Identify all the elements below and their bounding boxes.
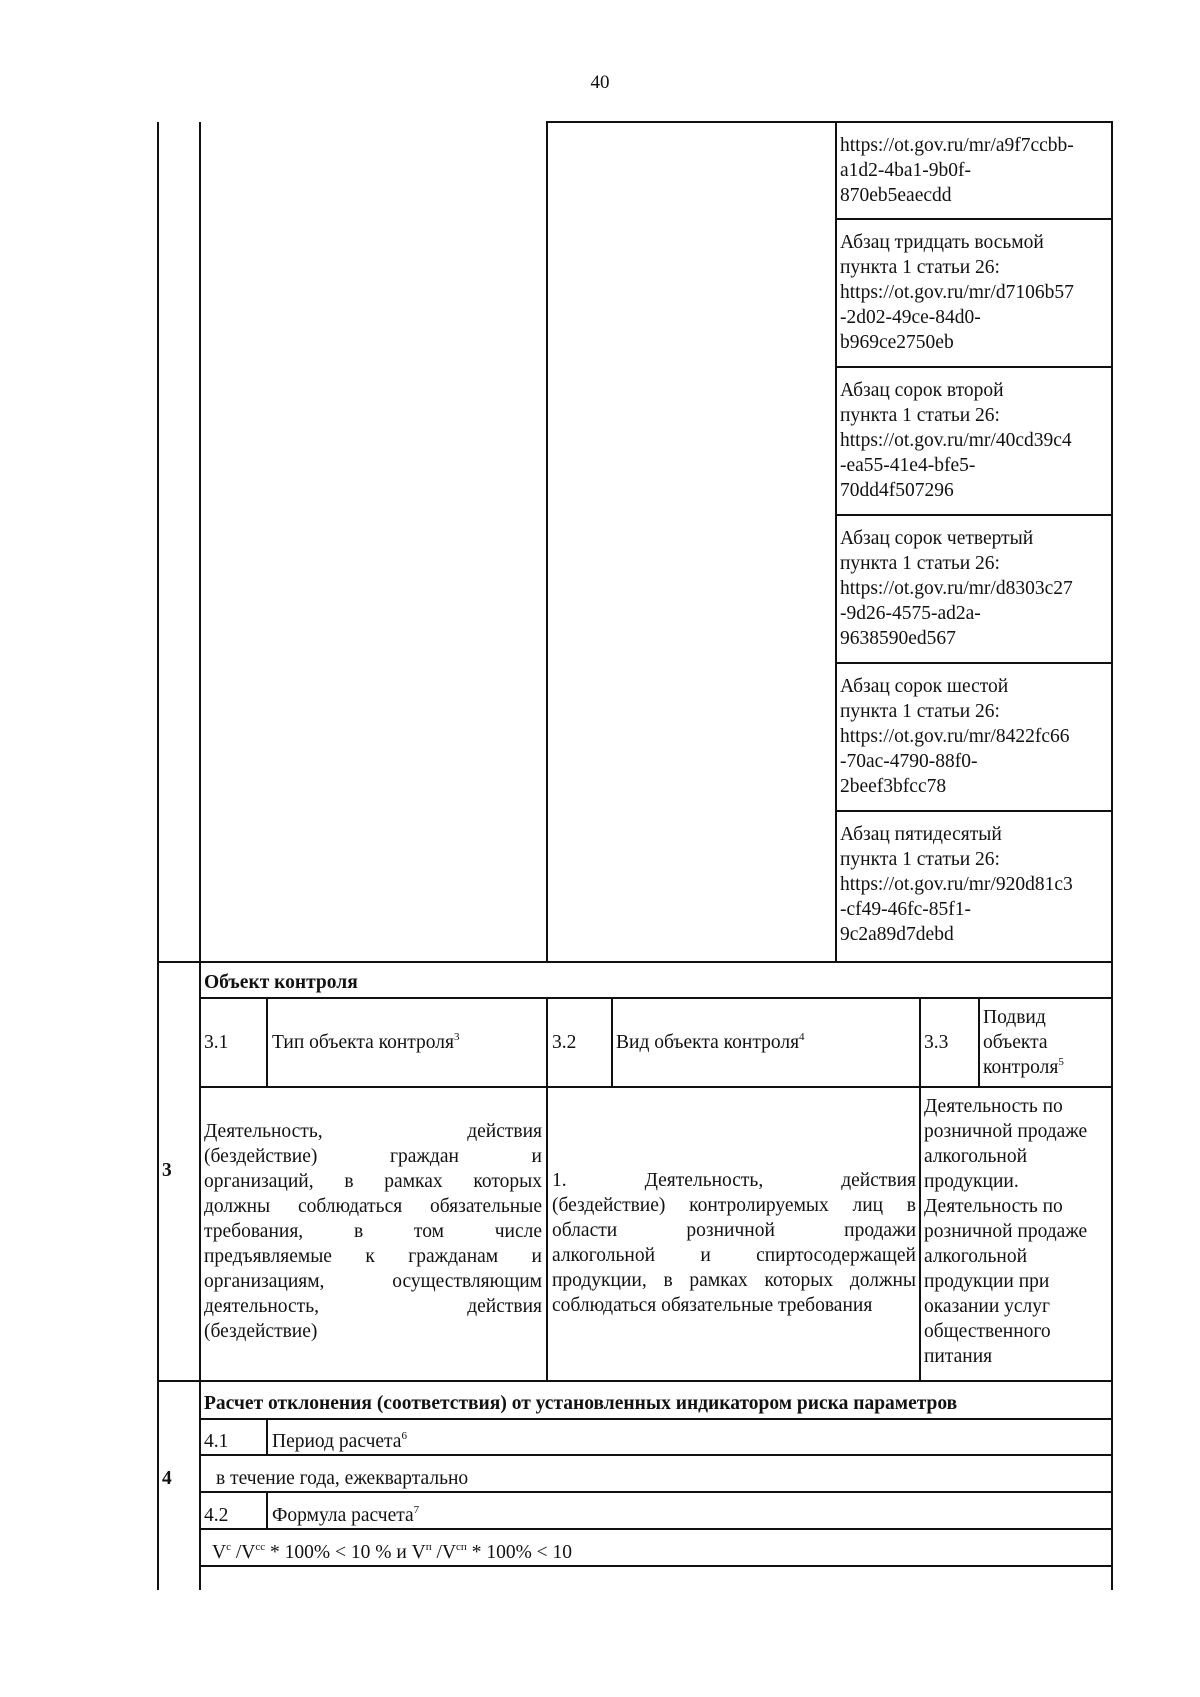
object-type-line: деятельность, действия xyxy=(204,1296,542,1317)
formula-part: /V xyxy=(431,1542,457,1563)
right-border-lower xyxy=(1111,961,1113,1590)
object-subkind-line: розничной продаже xyxy=(924,1121,1088,1142)
formula-sup: сп xyxy=(456,1541,467,1553)
object-kind-text xyxy=(552,1168,916,1318)
object-subkind-line: Деятельность по xyxy=(924,1096,1063,1117)
link-cell-5 xyxy=(840,674,1110,799)
row-42-bottom xyxy=(199,1528,1113,1530)
col-32-num: 3.2 xyxy=(552,1032,577,1053)
row-41-footnote: 6 xyxy=(401,1430,407,1442)
link-cell-6-line: пункта 1 статьи 26: xyxy=(840,849,1000,870)
col-33-divider-a xyxy=(919,997,921,1381)
object-subkind-line: продукции при xyxy=(924,1271,1050,1292)
section3-header-divider xyxy=(199,997,1113,999)
row-42-divider xyxy=(266,1491,268,1529)
link-cell-6-line: 9c2a89d7debd xyxy=(840,924,954,945)
link-cell-4-line: 9638590ed567 xyxy=(840,628,956,649)
formula-part: * 100% < 10 xyxy=(466,1542,573,1563)
col-31-label-text: Тип объекта контроля xyxy=(272,1032,454,1053)
formula-part: V xyxy=(212,1542,227,1563)
section3-title: Объект контроля xyxy=(204,972,358,993)
formula-part: * 100% < 10 % и V xyxy=(265,1542,426,1563)
col-32-label-text: Вид объекта контроля xyxy=(616,1032,800,1053)
object-subkind-line: питания xyxy=(924,1346,993,1367)
row-42-label-text: Формула расчета xyxy=(272,1505,414,1526)
link-cell-4-line: пункта 1 статьи 26: xyxy=(840,553,1000,574)
object-subkind-line: продукции. xyxy=(924,1171,1019,1192)
object-type-line: предъявляемые к гражданам и xyxy=(204,1246,542,1267)
link-cell-3-line: пункта 1 статьи 26: xyxy=(840,405,1000,426)
link-cell-2-line: https://ot.gov.ru/mr/d7106b57 xyxy=(840,282,1074,303)
object-subkind-line: алкогольной xyxy=(924,1146,1028,1167)
section4-title: Расчет отклонения (соответствия) от установленных индикатором риска параметров xyxy=(204,1393,958,1414)
section3-number: 3 xyxy=(162,1160,172,1181)
col-33-divider-b xyxy=(978,997,980,1087)
link-cell-1-line: a1d2-4ba1-9b0f- xyxy=(840,160,972,181)
object-subkind-line: общественного xyxy=(924,1321,1051,1342)
object-kind-line: алкогольной и спиртосодержащей xyxy=(552,1245,916,1266)
section3-top-border xyxy=(157,961,1113,963)
col-33-num: 3.3 xyxy=(924,1032,949,1053)
object-subkind-text xyxy=(924,1094,1110,1369)
object-kind-line: 1. Деятельность, действия xyxy=(552,1170,916,1191)
section4-title-bottom xyxy=(199,1418,1113,1420)
object-subkind-line: розничной продаже xyxy=(924,1221,1088,1242)
object-type-line: Деятельность, действия xyxy=(204,1121,542,1142)
object-kind-line: соблюдаться обязательные требования xyxy=(552,1295,873,1316)
col-32-divider-a xyxy=(546,997,548,1381)
link-cell-6-line: https://ot.gov.ru/mr/920d81c3 xyxy=(840,874,1073,895)
col-33-footnote: 5 xyxy=(1058,1056,1064,1068)
formula-sup: п xyxy=(425,1541,432,1553)
object-type-line: (бездействие) xyxy=(204,1321,318,1342)
formula-sup: сс xyxy=(255,1541,266,1553)
link-cell-1-line: https://ot.gov.ru/mr/a9f7ccbb- xyxy=(840,135,1074,156)
col-33-label xyxy=(983,1005,1064,1080)
link-cell-2-line: b969ce2750eb xyxy=(840,332,954,353)
row-41-label xyxy=(272,1429,407,1454)
right-border-upper xyxy=(1111,122,1113,962)
left-outer-border xyxy=(157,122,159,1590)
table-bottom xyxy=(199,1565,1113,1567)
section4-top-border xyxy=(157,1380,1113,1382)
left-inner-border xyxy=(199,122,201,1590)
formula xyxy=(212,1540,572,1565)
object-kind-line: (бездействие) контролируемых лиц в xyxy=(552,1195,916,1216)
link-sep-3 xyxy=(835,514,1113,516)
top-border xyxy=(546,121,1113,123)
object-type-line: требования, в том числе xyxy=(204,1221,542,1242)
link-cell-4-line: https://ot.gov.ru/mr/d8303c27 xyxy=(840,578,1073,599)
link-cell-5-line: -70ac-4790-88f0- xyxy=(840,751,978,772)
object-subkind-line: алкогольной xyxy=(924,1246,1028,1267)
col-32-divider-b xyxy=(611,997,613,1087)
link-sep-2 xyxy=(835,366,1113,368)
page-number: 40 xyxy=(590,72,610,93)
object-kind-line: продукции, в рамках которых должны xyxy=(552,1270,916,1291)
section3-colheader-bottom xyxy=(199,1086,1113,1088)
object-type-text xyxy=(204,1119,542,1344)
col-31-divider xyxy=(266,997,268,1087)
row-41-num: 4.1 xyxy=(204,1431,229,1452)
link-cell-4-line: -9d26-4575-ad2a- xyxy=(840,603,981,624)
formula-part: /V xyxy=(230,1542,256,1563)
object-subkind-line: Деятельность по xyxy=(924,1196,1063,1217)
upper-links-left-border xyxy=(835,122,837,962)
col-31-label xyxy=(272,1030,459,1055)
col-32-label xyxy=(616,1030,805,1055)
link-cell-5-line: https://ot.gov.ru/mr/8422fc66 xyxy=(840,726,1070,747)
link-cell-4-line: Абзац сорок четвертый xyxy=(840,528,1034,549)
link-cell-2-line: Абзац тридцать восьмой xyxy=(840,232,1044,253)
link-cell-3-line: Абзац сорок второй xyxy=(840,380,1004,401)
object-type-line: организациям, осуществляющим xyxy=(204,1271,542,1292)
link-cell-2 xyxy=(840,230,1110,355)
link-cell-5-line: Абзац сорок шестой xyxy=(840,676,1009,697)
object-kind-line: области розничной продажи xyxy=(552,1220,916,1241)
col-33-label-line: объекта xyxy=(983,1032,1048,1053)
row-41-bottom xyxy=(199,1454,1113,1456)
col-33-label-line xyxy=(983,1055,1064,1080)
upper-col-divider xyxy=(546,122,548,962)
link-cell-1 xyxy=(840,133,1110,208)
row-42-num: 4.2 xyxy=(204,1505,229,1526)
link-cell-5-line: 2beef3bfcc78 xyxy=(840,776,947,797)
object-type-line: организаций, в рамках которых xyxy=(204,1171,542,1192)
row-42-label xyxy=(272,1503,419,1528)
col-32-footnote: 4 xyxy=(799,1031,805,1043)
row-41-label-text: Период расчета xyxy=(272,1431,402,1452)
link-cell-6 xyxy=(840,822,1110,947)
link-cell-4 xyxy=(840,526,1110,651)
link-cell-2-line: пункта 1 статьи 26: xyxy=(840,257,1000,278)
link-cell-6-line: Абзац пятидесятый xyxy=(840,824,1002,845)
link-sep-1 xyxy=(835,218,1113,220)
link-cell-1-line: 870eb5eaecdd xyxy=(840,185,952,206)
period-bottom xyxy=(199,1491,1113,1493)
col-33-label-text: контроля xyxy=(983,1057,1059,1078)
col-31-footnote: 3 xyxy=(453,1031,460,1043)
period-value: в течение года, ежеквартально xyxy=(216,1468,469,1489)
section4-number: 4 xyxy=(162,1468,172,1489)
col-33-label-line: Подвид xyxy=(983,1007,1046,1028)
link-cell-5-line: пункта 1 статьи 26: xyxy=(840,701,1000,722)
link-cell-3-line: https://ot.gov.ru/mr/40cd39c4 xyxy=(840,430,1072,451)
link-cell-3 xyxy=(840,378,1110,503)
link-cell-2-line: -2d02-49ce-84d0- xyxy=(840,307,981,328)
col-31-num: 3.1 xyxy=(204,1032,229,1053)
object-subkind-line: оказании услуг xyxy=(924,1296,1051,1317)
row-42-footnote: 7 xyxy=(413,1504,420,1516)
object-type-line: (бездействие) граждан и xyxy=(204,1146,542,1167)
formula-sup: с xyxy=(226,1541,231,1553)
link-sep-4 xyxy=(835,662,1113,664)
row-41-divider xyxy=(266,1418,268,1455)
object-type-line: должны соблюдаться обязательные xyxy=(204,1196,542,1217)
link-sep-5 xyxy=(835,810,1113,812)
link-cell-3-line: 70dd4f507296 xyxy=(840,480,954,501)
link-cell-6-line: -cf49-46fc-85f1- xyxy=(840,899,972,920)
link-cell-3-line: -ea55-41e4-bfe5- xyxy=(840,455,976,476)
